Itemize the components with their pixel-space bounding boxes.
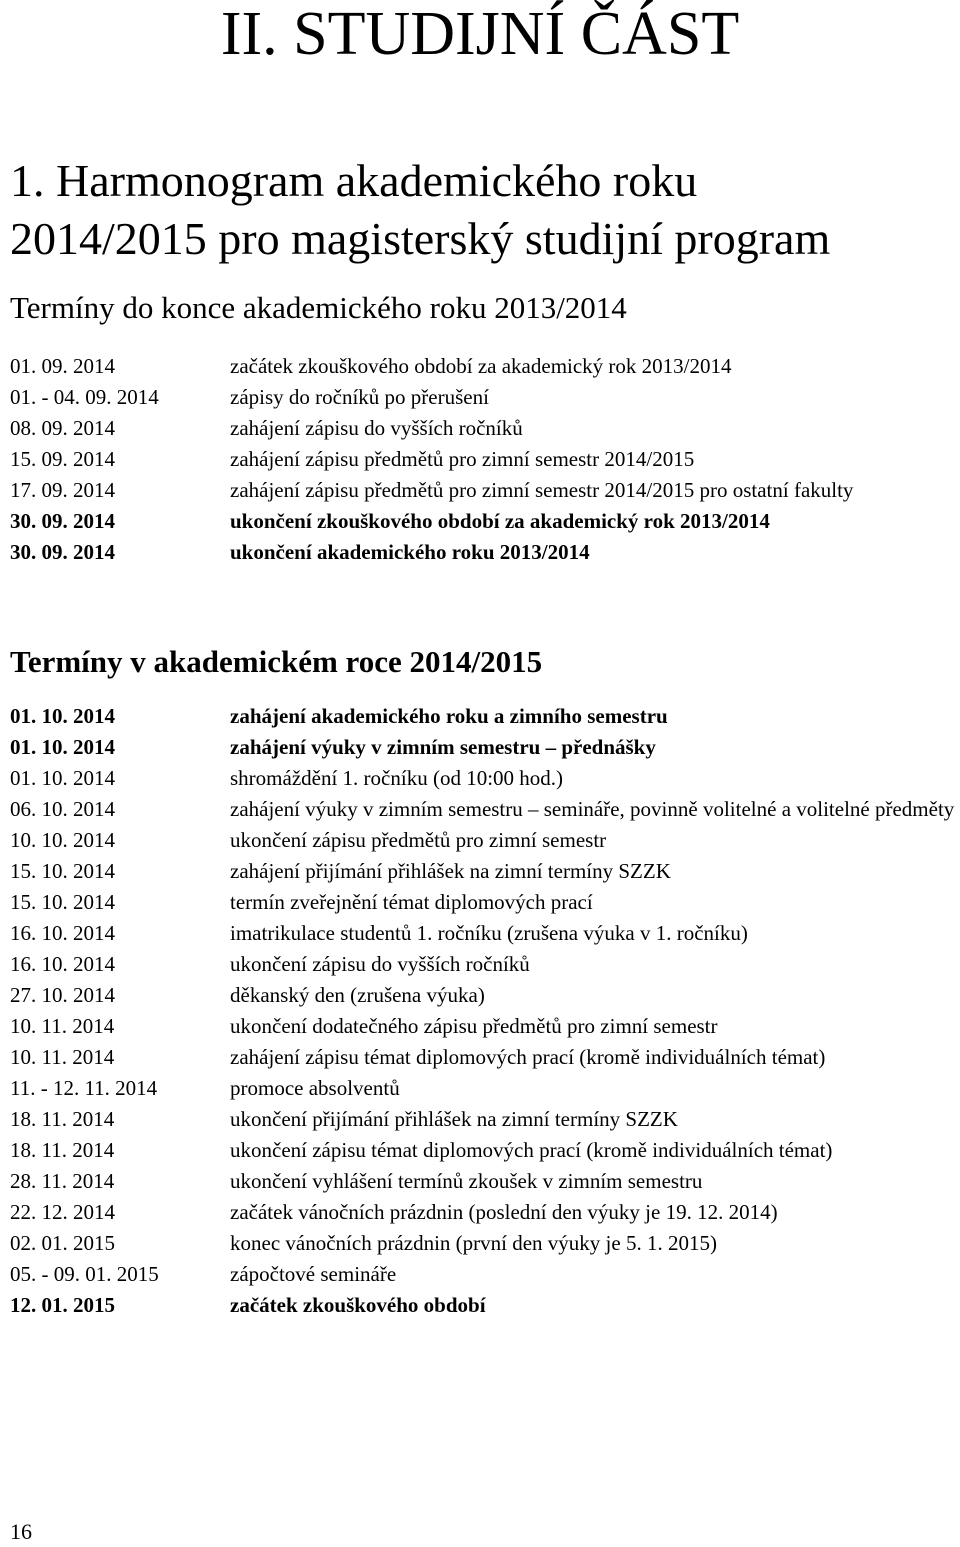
term-date: 10. 10. 2014 (10, 828, 115, 852)
term-description: zahájení zápisu témat diplomových prací (kromě individuálních témat) (230, 1045, 826, 1069)
term-row (10, 732, 955, 763)
term-date: 12. 01. 2015 (10, 1293, 115, 1317)
term-row (10, 1042, 955, 1073)
term-date: 17. 09. 2014 (10, 478, 115, 502)
term-row (10, 1135, 955, 1166)
term-date: 11. - 12. 11. 2014 (10, 1076, 158, 1100)
term-row (10, 1011, 955, 1042)
term-description: zápočtové semináře (230, 1262, 397, 1286)
term-description: zahájení zápisu předmětů pro zimní semestr 2014/2015 pro ostatní fakulty (230, 478, 854, 502)
term-description: ukončení zápisu předmětů pro zimní semestr (230, 828, 607, 852)
term-row (10, 506, 955, 537)
term-row (10, 1104, 955, 1135)
section-title-2014-2015: Termíny v akademickém roce 2014/2015 (10, 644, 543, 679)
term-description: ukončení zápisu témat diplomových prací (kromě individuálních témat) (230, 1138, 833, 1162)
term-row (10, 475, 955, 506)
term-date: 05. - 09. 01. 2015 (10, 1262, 159, 1286)
term-description: začátek zkouškového období za akademický rok 2013/2014 (230, 354, 732, 378)
term-description: shromáždění 1. ročníku (od 10:00 hod.) (230, 766, 564, 790)
term-description: zahájení výuky v zimním semestru – přednášky (230, 735, 656, 759)
term-row (10, 351, 955, 382)
term-date: 06. 10. 2014 (10, 797, 115, 821)
term-description: zahájení výuky v zimním semestru – semináře, povinně volitelné a volitelné předměty (230, 797, 955, 821)
term-row (10, 1197, 955, 1228)
term-row (10, 444, 955, 475)
term-row (10, 794, 955, 825)
term-description: zápisy do ročníků po přerušení (230, 385, 489, 409)
term-date: 10. 11. 2014 (10, 1014, 115, 1038)
term-description: termín zveřejnění témat diplomových prací (230, 890, 593, 914)
term-list-2013-2014 (10, 351, 955, 568)
term-description: začátek zkouškového období (230, 1293, 486, 1317)
term-description: ukončení zkouškového období za akademický rok 2013/2014 (230, 509, 770, 533)
term-row (10, 856, 955, 887)
term-date: 08. 09. 2014 (10, 416, 115, 440)
term-description: začátek vánočních prázdnin (poslední den výuky je 19. 12. 2014) (230, 1200, 778, 1224)
chapter-title-line1: 1. Harmonogram akademického roku (10, 155, 698, 206)
term-date: 30. 09. 2014 (10, 540, 115, 564)
term-list-2014-2015 (10, 701, 955, 1321)
term-description: děkanský den (zrušena výuka) (230, 983, 485, 1007)
term-date: 01. - 04. 09. 2014 (10, 385, 159, 409)
term-description: imatrikulace studentů 1. ročníku (zrušena výuka v 1. ročníku) (230, 921, 748, 945)
term-description: zahájení zápisu do vyšších ročníků (230, 416, 523, 440)
term-description: ukončení přijímání přihlášek na zimní termíny SZZK (230, 1107, 678, 1131)
term-date: 30. 09. 2014 (10, 509, 115, 533)
term-description: promoce absolventů (230, 1076, 400, 1100)
term-description: konec vánočních prázdnin (první den výuky je 5. 1. 2015) (230, 1231, 717, 1255)
term-date: 28. 11. 2014 (10, 1169, 115, 1193)
term-row (10, 1073, 955, 1104)
term-date: 01. 10. 2014 (10, 735, 115, 759)
term-row (10, 413, 955, 444)
term-date: 16. 10. 2014 (10, 952, 115, 976)
term-row (10, 980, 955, 1011)
term-description: zahájení akademického roku a zimního semestru (230, 704, 668, 728)
term-row (10, 1259, 955, 1290)
term-date: 27. 10. 2014 (10, 983, 115, 1007)
page-number: 16 (10, 1519, 32, 1544)
term-date: 15. 10. 2014 (10, 890, 115, 914)
term-date: 10. 11. 2014 (10, 1045, 115, 1069)
term-row (10, 763, 955, 794)
term-description: zahájení přijímání přihlášek na zimní termíny SZZK (230, 859, 671, 883)
term-description: ukončení zápisu do vyšších ročníků (230, 952, 530, 976)
term-row (10, 537, 955, 568)
term-description: ukončení dodatečného zápisu předmětů pro zimní semestr (230, 1014, 718, 1038)
term-description: zahájení zápisu předmětů pro zimní semestr 2014/2015 (230, 447, 695, 471)
term-date: 15. 10. 2014 (10, 859, 115, 883)
term-row (10, 701, 955, 732)
term-row (10, 1290, 955, 1321)
term-row (10, 825, 955, 856)
term-date: 22. 12. 2014 (10, 1200, 115, 1224)
chapter-title-line2: 2014/2015 pro magisterský studijní program (10, 213, 831, 264)
part-title: II. STUDIJNÍ ČÁST (220, 0, 740, 68)
term-description: ukončení akademického roku 2013/2014 (230, 540, 590, 564)
term-description: ukončení vyhlášení termínů zkoušek v zimním semestru (230, 1169, 703, 1193)
term-row (10, 949, 955, 980)
term-row (10, 1166, 955, 1197)
section-title-2013-2014: Termíny do konce akademického roku 2013/2014 (10, 290, 627, 325)
term-date: 18. 11. 2014 (10, 1138, 115, 1162)
term-date: 01. 10. 2014 (10, 704, 115, 728)
term-date: 18. 11. 2014 (10, 1107, 115, 1131)
term-row (10, 1228, 955, 1259)
chapter-title (10, 152, 830, 268)
term-row (10, 918, 955, 949)
term-date: 01. 10. 2014 (10, 766, 115, 790)
term-date: 15. 09. 2014 (10, 447, 115, 471)
term-date: 02. 01. 2015 (10, 1231, 115, 1255)
term-row (10, 382, 955, 413)
term-date: 16. 10. 2014 (10, 921, 115, 945)
term-row (10, 887, 955, 918)
term-date: 01. 09. 2014 (10, 354, 115, 378)
